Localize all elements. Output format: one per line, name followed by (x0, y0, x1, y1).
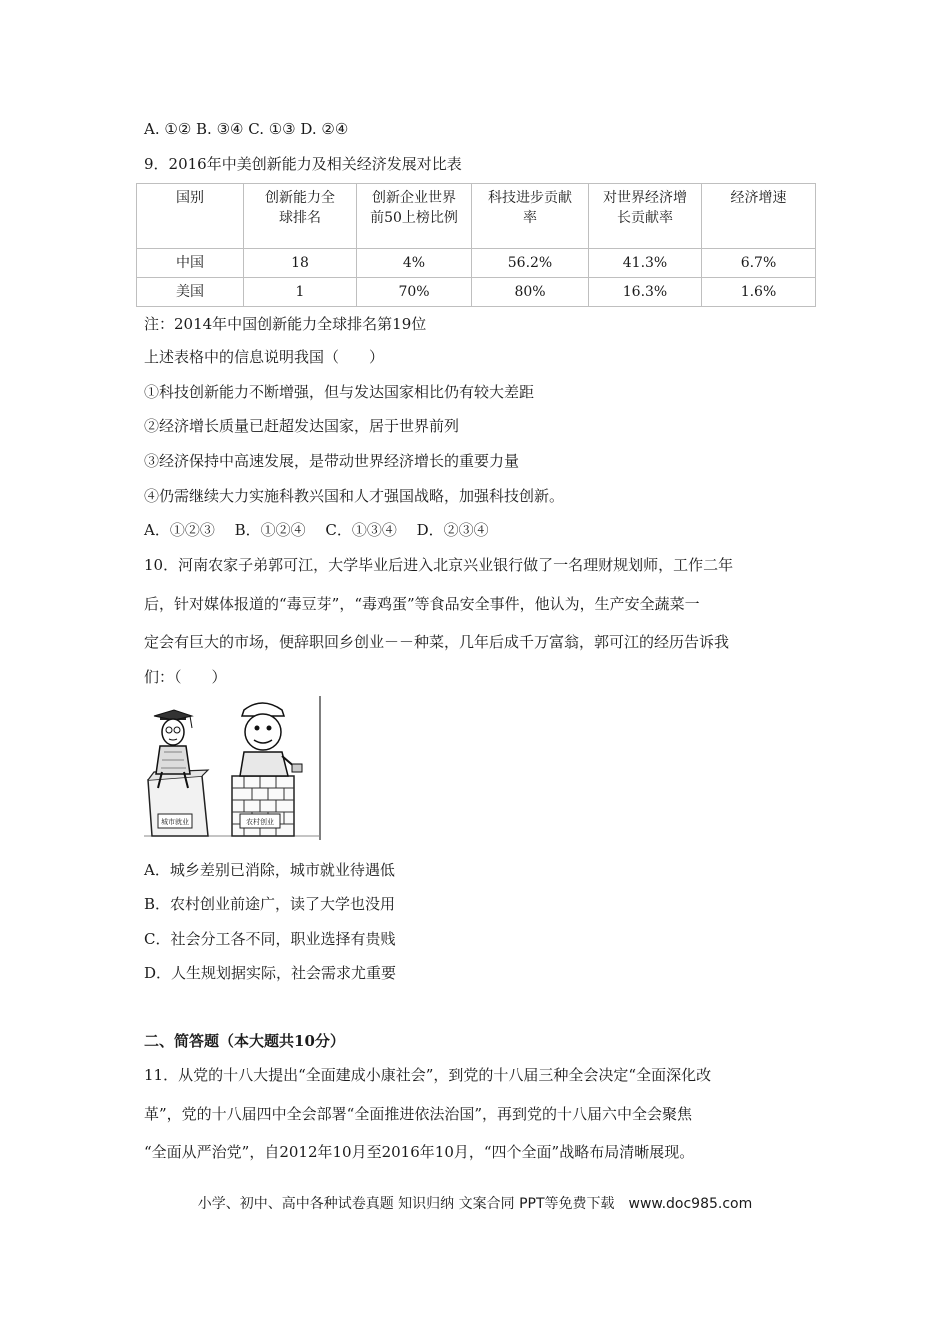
q8-options: A. ①② B. ③④ C. ①③ D. ②④ (144, 120, 349, 138)
svg-text:农村创业: 农村创业 (246, 818, 274, 826)
q9-stem: 9．2016年中美创新能力及相关经济发展对比表 (144, 155, 462, 173)
q10-option: C．社会分工各不同，职业选择有贵贱 (144, 930, 396, 948)
q10-line: 后，针对媒体报道的“毒豆芽”，“毒鸡蛋”等食品安全事件，他认为，生产安全蔬菜一 (144, 595, 700, 613)
table-cell: 1 (244, 278, 357, 307)
q10-line: 定会有巨大的市场，便辞职回乡创业－－种菜，几年后成千万富翁，郭可江的经历告诉我 (144, 633, 730, 651)
table-cell: 4% (357, 249, 472, 278)
q9-options: A．①②③ B．①②④ C．①③④ D．②③④ (144, 521, 489, 539)
q9-question: 上述表格中的信息说明我国（ ） (144, 348, 385, 366)
table-cell: 16.3% (589, 278, 702, 307)
q11-line: 11．从党的十八大提出“全面建成小康社会”，到党的十八届三种全会决定“全面深化改 (144, 1066, 712, 1084)
table-header-cell: 创新企业世界前50上榜比例 (357, 184, 472, 249)
table-header-cell: 国别 (137, 184, 244, 249)
table-header-cell: 创新能力全球排名 (244, 184, 357, 249)
table-cell: 中国 (137, 249, 244, 278)
comparison-table (136, 183, 816, 307)
cartoon-image (144, 696, 322, 840)
table-cell: 80% (472, 278, 589, 307)
q9-statement: ①科技创新能力不断增强，但与发达国家相比仍有较大差距 (144, 383, 535, 401)
table-cell: 56.2% (472, 249, 589, 278)
table-cell: 70% (357, 278, 472, 307)
q9-statement: ③经济保持中高速发展，是带动世界经济增长的重要力量 (144, 452, 520, 470)
q10-option: D．人生规划据实际，社会需求尤重要 (144, 964, 397, 982)
svg-text:城市就业: 城市就业 (161, 818, 189, 826)
table-cell: 美国 (137, 278, 244, 307)
table-cell: 6.7% (702, 249, 816, 278)
table-header-cell: 科技进步贡献率 (472, 184, 589, 249)
q9-note: 注：2014年中国创新能力全球排名第19位 (144, 315, 427, 333)
table-header-row (137, 184, 816, 249)
table-cell: 18 (244, 249, 357, 278)
q10-line: 们：（ ） (144, 668, 227, 686)
q9-statement: ②经济增长质量已赶超发达国家，居于世界前列 (144, 417, 460, 435)
q9-statement: ④仍需继续大力实施科教兴国和人才强国战略，加强科技创新。 (144, 487, 565, 505)
q10-option: B．农村创业前途广，读了大学也没用 (144, 895, 396, 913)
q11-line: “全面从严治党”，自2012年10月至2016年10月，“四个全面”战略布局清晰展现。 (144, 1143, 695, 1161)
table-header-cell: 经济增速 (702, 184, 816, 249)
table-header-cell: 对世界经济增长贡献率 (589, 184, 702, 249)
table-cell: 41.3% (589, 249, 702, 278)
section-title: 二、简答题（本大题共10分） (144, 1032, 345, 1050)
page-footer: 小学、初中、高中各种试卷真题 知识归纳 文案合同 PPT等免费下载 www.doc985.com (197, 1196, 753, 1212)
q10-option: A．城乡差别已消除，城市就业待遇低 (144, 861, 395, 879)
table-row (137, 278, 816, 307)
table-cell: 1.6% (702, 278, 816, 307)
q11-line: 革”，党的十八届四中全会部署“全面推进依法治国”，再到党的十八届六中全会聚焦 (144, 1105, 693, 1123)
q10-line: 10．河南农家子弟郭可江，大学毕业后进入北京兴业银行做了一名理财规划师，工作二年 (144, 556, 734, 574)
table-row (137, 249, 816, 278)
